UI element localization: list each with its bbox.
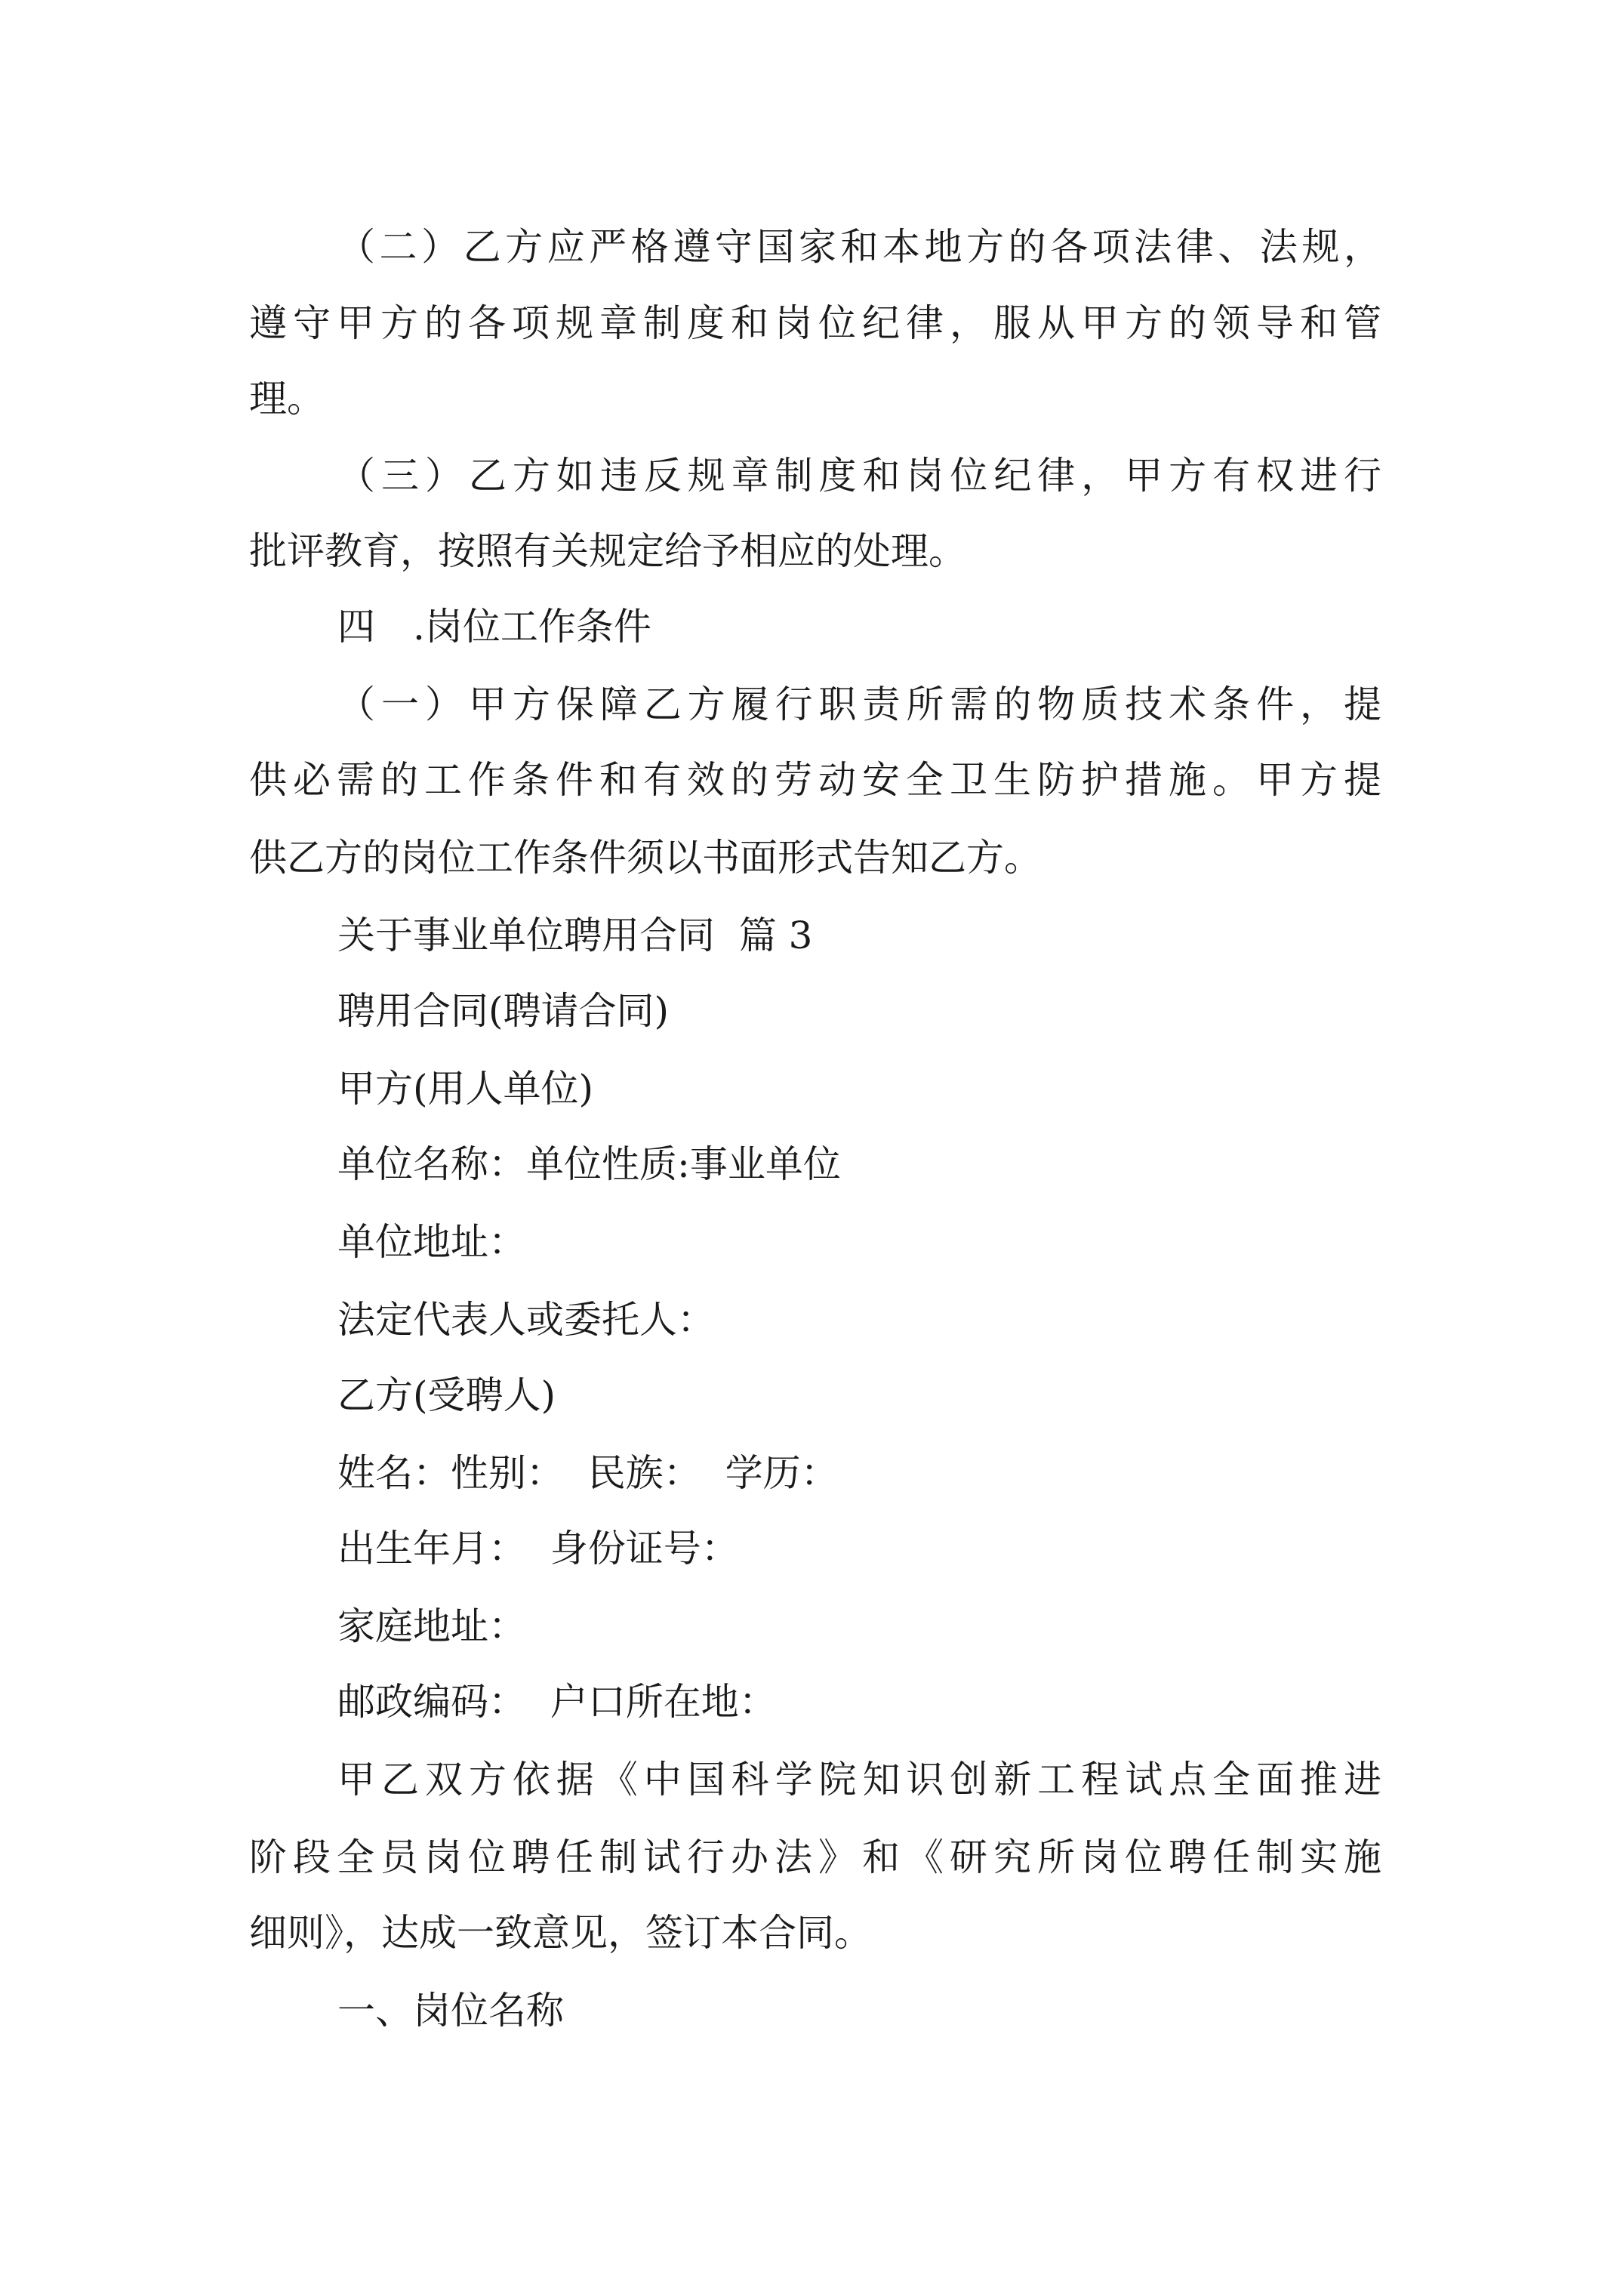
form-field-line: 姓名：性别： 民族： 学历： <box>337 1451 839 1495</box>
paragraph-line: 理。 <box>249 377 325 421</box>
contract-title: 聘用合同(聘请合同) <box>337 989 670 1033</box>
paragraph-line: 阶段全员岗位聘任制试行办法》和《研究所岗位聘任制实施 <box>249 1835 1381 1879</box>
article-heading: 关于事业单位聘用合同 篇 3 <box>337 914 813 957</box>
paragraph-line: 甲乙双方依据《中国科学院知识创新工程试点全面推进 <box>337 1758 1381 1801</box>
paragraph-line: 批评教育，按照有关规定给予相应的处理。 <box>249 529 966 573</box>
paragraph-line: （三）乙方如违反规章制度和岗位纪律，甲方有权进行 <box>337 454 1381 498</box>
form-field-line: 法定代表人或委托人： <box>337 1298 715 1342</box>
paragraph-line: 供必需的工作条件和有效的劳动安全卫生防护措施。甲方提 <box>249 758 1381 802</box>
paragraph-line: （一）甲方保障乙方履行职责所需的物质技术条件，提 <box>337 683 1381 726</box>
paragraph-line: 遵守甲方的各项规章制度和岗位纪律，服从甲方的领导和管 <box>249 301 1381 345</box>
paragraph-line: 细则》，达成一致意见，签订本合同。 <box>249 1911 872 1955</box>
paragraph-line: 供乙方的岗位工作条件须以书面形式告知乙方。 <box>249 836 1042 880</box>
section-heading: 一、岗位名称 <box>337 1989 564 2032</box>
form-field-line: 甲方(用人单位) <box>337 1067 594 1111</box>
section-heading: 四 .岗位工作条件 <box>337 605 651 649</box>
form-field-line: 家庭地址： <box>337 1604 526 1648</box>
form-field-line: 单位名称：单位性质:事业单位 <box>337 1142 841 1186</box>
form-field-line: 邮政编码： 户口所在地： <box>337 1680 777 1724</box>
form-field-line: 单位地址： <box>337 1220 526 1264</box>
form-field-line: 出生年月： 身份证号： <box>337 1527 739 1570</box>
form-field-line: 乙方(受聘人) <box>337 1373 556 1417</box>
paragraph-line: （二）乙方应严格遵守国家和本地方的各项法律、法规， <box>337 225 1381 269</box>
